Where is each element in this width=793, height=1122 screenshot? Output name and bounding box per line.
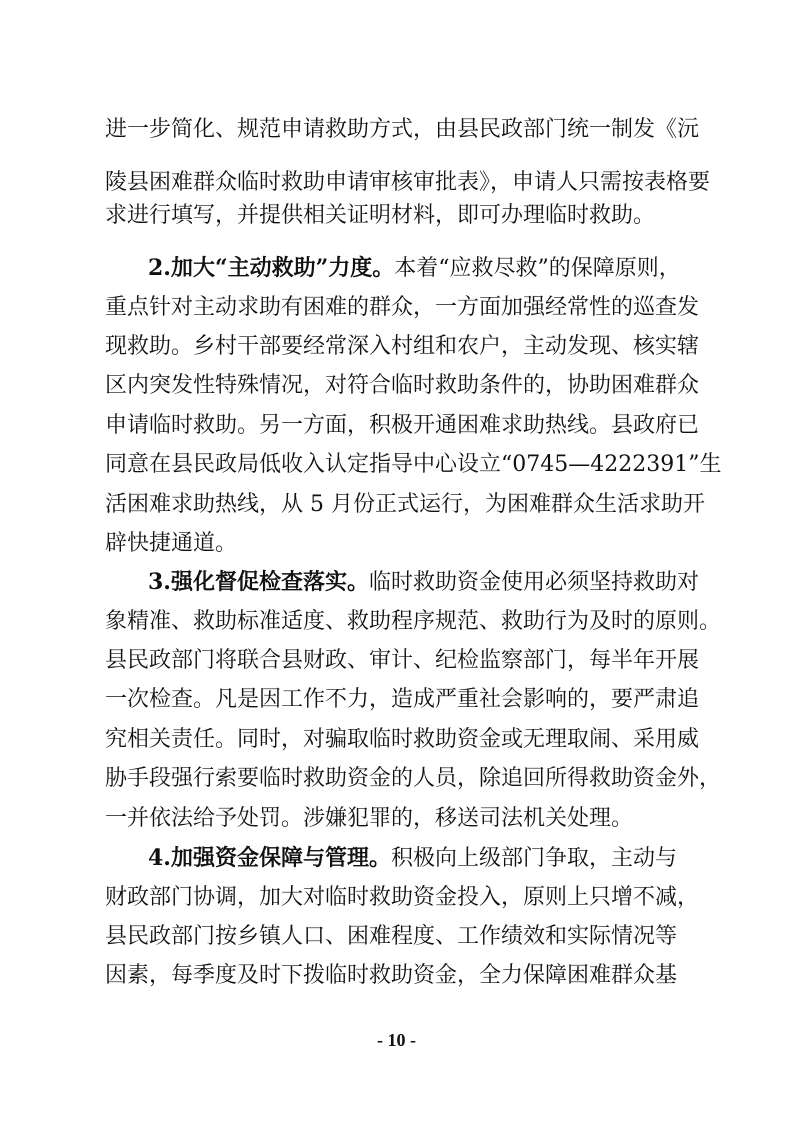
paragraph-3-first-line	[148, 562, 699, 602]
paragraph-1-line-2: 陵县困难群众临时救助申请审核审批表》，申请人只需按表格要	[105, 170, 711, 195]
paragraph-3-line-5: 究相关责任。同时，对骗取临时救助资金或无理取闹、采用威	[105, 727, 700, 752]
paragraph-3-line-2: 象精准、救助标准适度、救助程序规范、救助行为及时的原则。	[105, 609, 722, 634]
paragraph-4-first-line	[148, 838, 695, 878]
page-number: - 10 -	[377, 1030, 416, 1050]
paragraph-2-line-3: 现救助。乡村干部要经常深入村组和农户，主动发现、核实辖	[105, 334, 700, 359]
paragraph-3-line-6: 胁手段强行索要临时救助资金的人员，除追回所得救助资金外，	[105, 766, 722, 791]
paragraph-2-line-6: 同意在县民政局低收入认定指导中心设立“0745—4222391”生	[105, 452, 722, 477]
paragraph-1-line-3: 求进行填写，并提供相关证明材料，即可办理临时救助。	[105, 203, 656, 228]
paragraph-4-line-1: 积极向上级部门争取，主动与	[390, 846, 677, 871]
paragraph-3-line-7: 一并依法给予处罚。涉嫌犯罪的，移送司法机关处理。	[105, 806, 634, 831]
paragraph-2-line-7: 活困难求助热线，从 5 月份正式运行，为困难群众生活求助开	[105, 492, 705, 517]
paragraph-2-line-5: 申请临时救助。另一方面，积极开通困难求助热线。县政府已	[105, 413, 700, 438]
paragraph-3-line-4: 一次检查。凡是因工作不力，造成严重社会影响的，要严肃追	[105, 687, 700, 712]
paragraph-2-line-8: 辟快捷通道。	[105, 531, 238, 556]
paragraph-1-line-1: 进一步简化、规范申请救助方式，由县民政部门统一制发《沅	[105, 117, 700, 142]
paragraph-3-line-1: 临时救助资金使用必须坚持救助对	[368, 570, 699, 595]
paragraph-2-line-1: 本着“应救尽救”的保障原则，	[394, 256, 681, 281]
paragraph-2-line-2: 重点针对主动求助有困难的群众，一方面加强经常性的巡查发	[105, 295, 700, 320]
paragraph-4-heading: 4.加强资金保障与管理。	[148, 845, 391, 871]
paragraph-4-line-4: 因素，每季度及时下拨临时救助资金，全力保障困难群众基	[105, 963, 678, 988]
paragraph-2-first-line	[148, 248, 695, 288]
paragraph-4-line-3: 县民政部门按乡镇人口、困难程度、工作绩效和实际情况等	[105, 924, 678, 949]
paragraph-3-line-3: 县民政部门将联合县财政、审计、纪检监察部门，每半年开展	[105, 648, 700, 673]
paragraph-2-heading: 2.加大“主动救助”力度。	[148, 255, 395, 281]
paragraph-4-line-2: 财政部门协调，加大对临时救助资金投入，原则上只增不减，	[105, 885, 700, 910]
paragraph-3-heading: 3.强化督促检查落实。	[148, 569, 369, 595]
paragraph-2-line-4: 区内突发性特殊情况，对符合临时救助条件的，协助困难群众	[105, 373, 700, 398]
